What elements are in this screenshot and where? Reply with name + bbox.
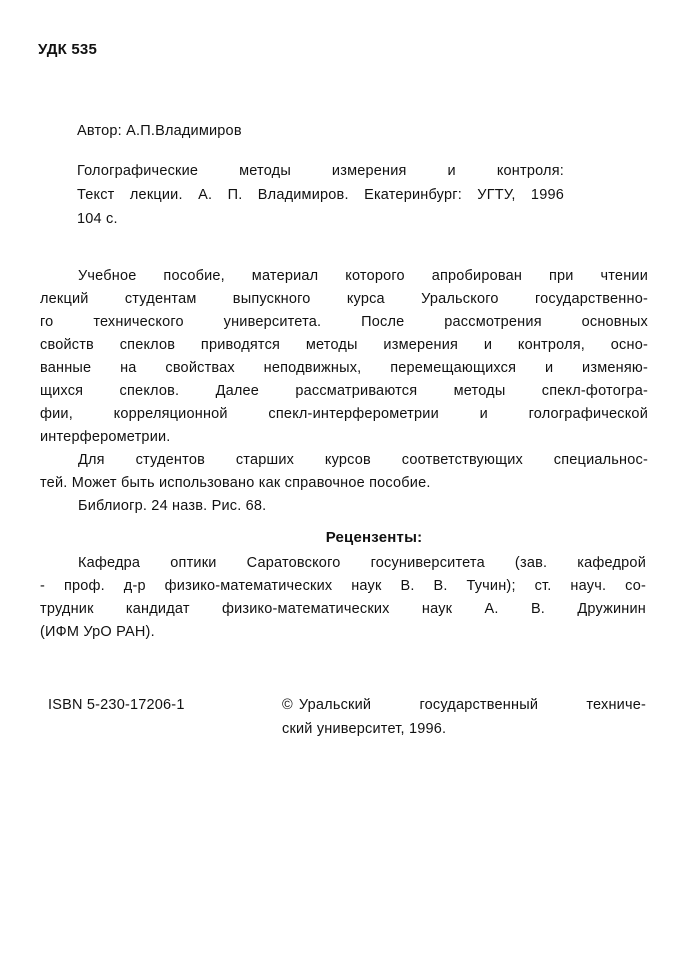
copyright-text-1: Уральский государственный техниче- <box>298 697 646 713</box>
abstract-line: свойств спеклов приводятся методы измерения и контроля, осно- <box>40 337 648 353</box>
abstract-line: щихся спеклов. Далее рассматриваются методы спекл-фотогра- <box>40 383 648 399</box>
audience-line: тей. Может быть использовано как справочное пособие. <box>40 475 431 491</box>
bib-line-3: 104 с. <box>77 211 118 227</box>
copyright-line-1 <box>282 695 646 715</box>
abstract-line: фии, корреляционной спекл-интерферометрии и голографической <box>40 406 648 422</box>
copyright-line-2: ский университет, 1996. <box>282 721 447 737</box>
author-line: Автор: А.П.Владимиров <box>77 123 242 139</box>
udc-code: УДК 535 <box>38 41 98 58</box>
audience-line: Для студентов старших курсов соответствующих специальнос- <box>78 452 648 468</box>
reviewers-heading: Рецензенты: <box>325 529 423 546</box>
abstract-line: Учебное пособие, материал которого апробирован при чтении <box>78 268 648 284</box>
abstract-line: го технического университета. После рассмотрения основных <box>40 314 648 330</box>
reviewers-line: (ИФМ УрО РАН). <box>40 624 155 640</box>
bib-line-2: Текст лекции. А. П. Владимиров. Екатеринбург: УГТУ, 1996 <box>77 187 564 203</box>
abstract-line: ванные на свойствах неподвижных, перемещающихся и изменяю- <box>40 360 648 376</box>
reviewers-line: - проф. д-р физико-математических наук В. В. Тучин); ст. науч. со- <box>40 578 646 594</box>
reviewers-line: Кафедра оптики Саратовского госуниверситета (зав. кафедрой <box>78 555 646 571</box>
abstract-line: лекций студентам выпускного курса Уральского государственно- <box>40 291 648 307</box>
abstract-line: интерферометрии. <box>40 429 171 445</box>
references-count: Библиогр. 24 назв. Рис. 68. <box>78 498 267 514</box>
bib-line-1: Голографические методы измерения и контроля: <box>77 163 564 179</box>
reviewers-line: трудник кандидат физико-математических наук А. В. Дружинин <box>40 601 646 617</box>
isbn: ISBN 5-230-17206-1 <box>48 697 185 713</box>
copyright-icon: © <box>282 697 293 713</box>
